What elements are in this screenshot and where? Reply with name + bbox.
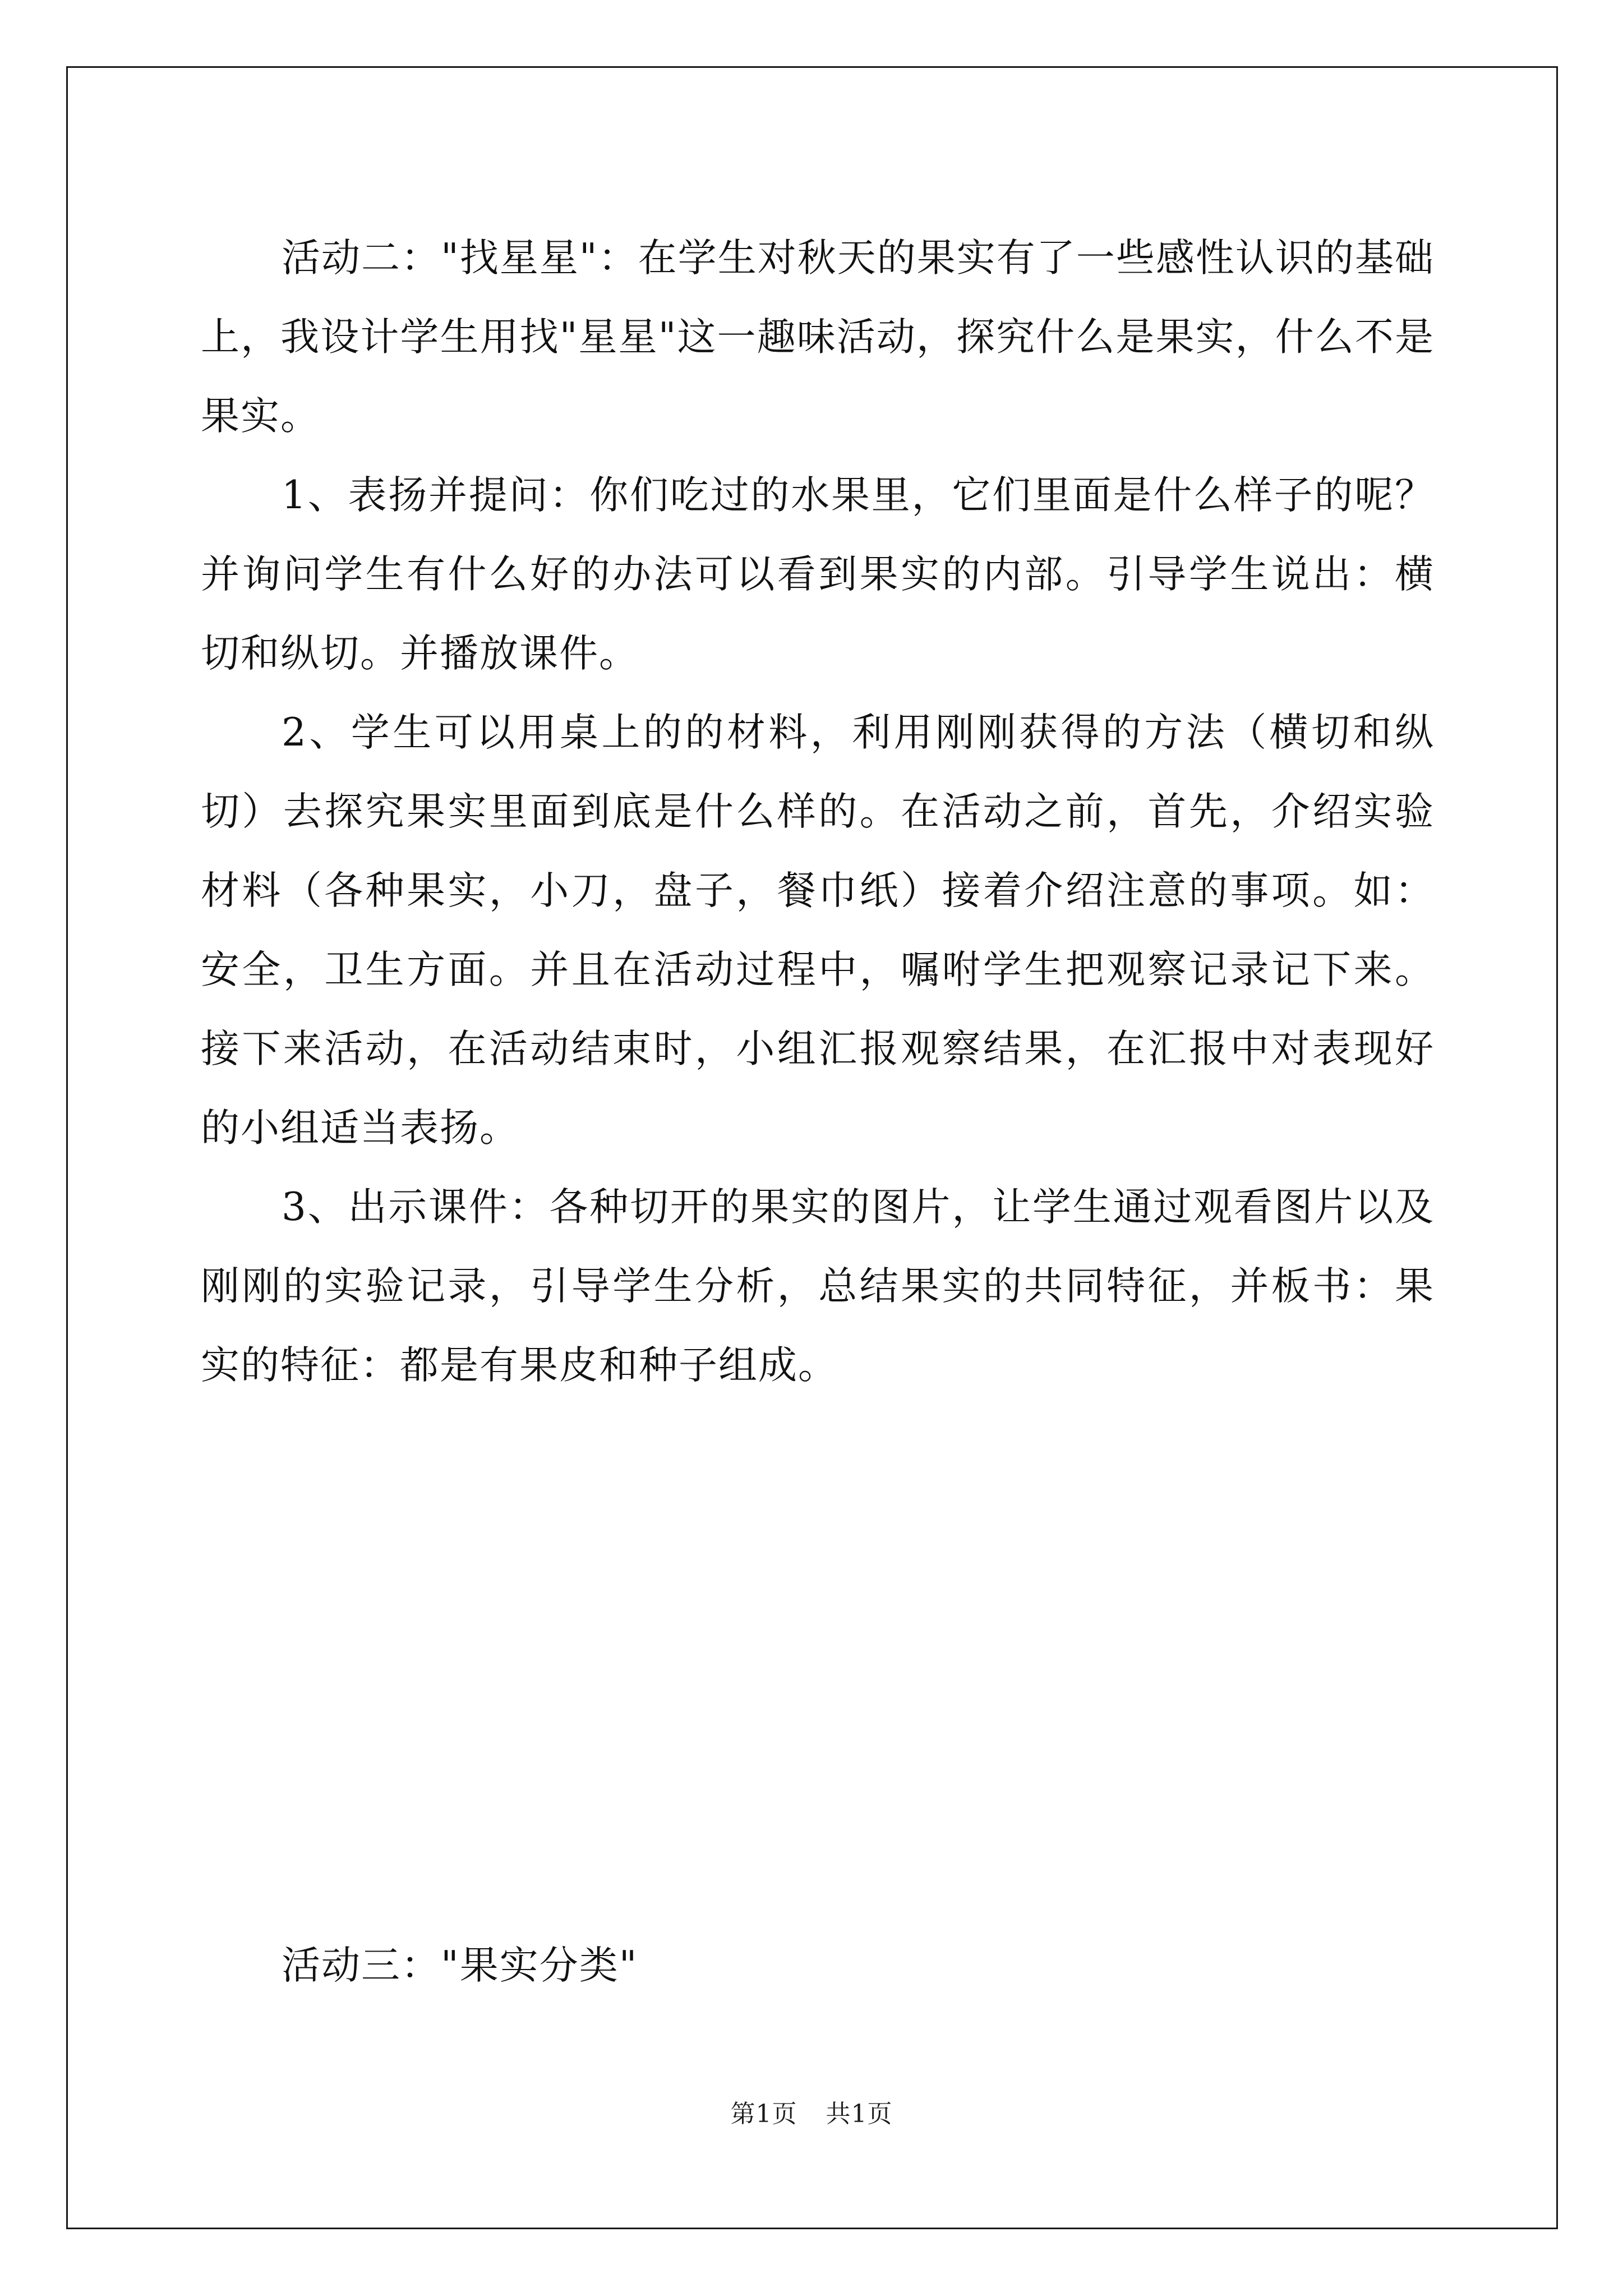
document-body <box>201 219 1435 1405</box>
paragraph-step-3: 3、出示课件：各种切开的果实的图片，让学生通过观看图片以及刚刚的实验记录，引导学生分析，总结果实的共同特征，并板书：果实的特征：都是有果皮和种子组成。 <box>201 1185 1435 1388</box>
page-total: 共1页 <box>826 2100 893 2128</box>
heading-activity-three: 活动三："果实分类" <box>282 1943 638 1988</box>
page-number: 第1页 <box>730 2100 797 2128</box>
page-footer <box>0 2093 1623 2129</box>
paragraph-step-1: 1、表扬并提问：你们吃过的水果里，它们里面是什么样子的呢？并询问学生有什么好的办法可以看到果实的内部。引导学生说出：横切和纵切。并播放课件。 <box>201 473 1435 676</box>
paragraph-step-2: 2、学生可以用桌上的的材料，利用刚刚获得的方法（横切和纵切）去探究果实里面到底是什么样的。在活动之前，首先，介绍实验材料（各种果实，小刀，盘子，餐巾纸）接着介绍注意的事项。如：安全，卫生方面。并且在活动过程中，嘱咐学生把观察记录记下来。接下来活动，在活动结束时，小组汇报观察结果，在汇报中对表现好的小组适当表扬。 <box>201 710 1435 1151</box>
paragraph-activity-two: 活动二："找星星"：在学生对秋天的果实有了一些感性认识的基础上，我设计学生用找"星星"这一趣味活动，探究什么是果实，什么不是果实。 <box>201 236 1435 439</box>
